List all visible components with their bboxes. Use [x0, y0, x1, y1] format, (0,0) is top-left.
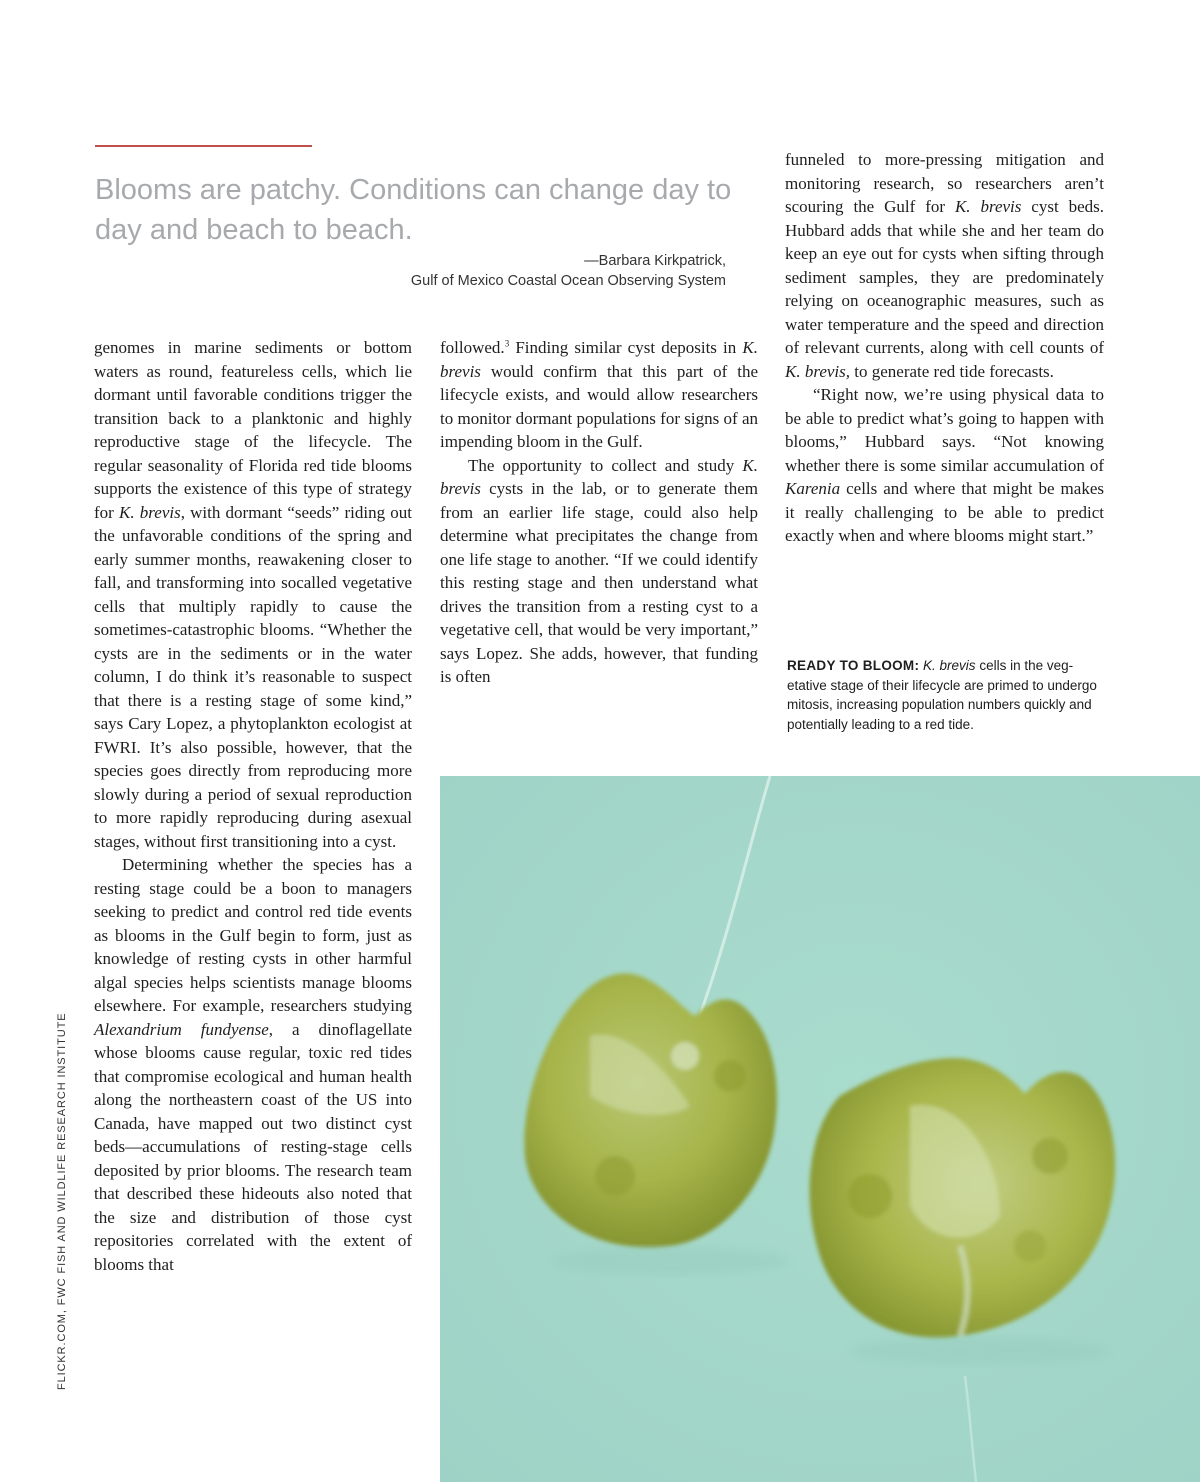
- paragraph: [94, 853, 412, 1276]
- paragraph: [440, 454, 758, 689]
- text-run: followed.: [440, 338, 505, 357]
- text-run: to generate red tide forecasts.: [850, 361, 1054, 381]
- pull-quote: Blooms are patchy. Conditions can change day to day and beach to beach.: [95, 174, 732, 246]
- paragraph: [440, 336, 758, 454]
- article-column-1: [94, 336, 412, 1276]
- paragraph: [785, 148, 1104, 383]
- text-run: , with dormant “seeds” riding out the unfavorable conditions of the spring and early summer months, reawakening closer to fall, and transforming into socalled vegetative cells that multiply rapidly to cause the sometimes-catastrophic blooms. “Whether the cysts are in the sediments or in the water column, I do think it’s reasonable to suspect that there is a resting stage of some kind,” says Cary Lopez, a phytoplankton ecologist at FWRI. It’s also possible, however, that the species goes directly from reproducing more slowly during a period of sexual reproduction to more rapidly reproducing during asexual stages, without first transitioning into a cyst.: [94, 502, 412, 851]
- caption-heading: READY TO BLOOM:: [787, 658, 920, 673]
- karenia-brevis-micrograph: [440, 776, 1200, 1482]
- pull-quote-attribution: [330, 251, 726, 291]
- italic-text: Karenia: [785, 479, 841, 498]
- attribution-org: Gulf of Mexico Coastal Ocean Observing System: [410, 273, 726, 289]
- italic-text: K. brevis: [440, 338, 758, 381]
- text-run: cyst beds. Hubbard adds that while she and her team do keep an eye out for cysts when sifting through sediment samples, they are predominately relying on oceanographic measures, such as water temperature and the speed and direction of relevant currents, along with cell counts of: [785, 197, 1104, 357]
- text-run: The opportunity to collect and study: [468, 455, 743, 475]
- italic-text: K. brevis: [440, 455, 758, 498]
- footnote-ref: 3: [504, 338, 510, 349]
- caption-species: K. brevis: [923, 658, 976, 673]
- text-run: genomes in marine sediments or bottom waters as round, featureless cells, which lie dormant until favorable conditions trigger the transition back to a planktonic and highly reproductive stage of the lifecycle. The regular seasonality of Florida red tide blooms supports the existence of this type of strategy for: [94, 338, 412, 522]
- text-run: would confirm that this part of the lifecycle exists, and would allow researchers to monitor dormant populations for signs of an impending bloom in the Gulf.: [440, 361, 758, 451]
- text-run: cysts in the lab, or to generate them from an earlier life stage, could also help determine what precipitates the change from one life stage to another. “If we could identify this resting stage and then understand what drives the transition from a resting cyst to a vegetative cell, that would be very important,” says Lopez. She adds, however, that funding is often: [440, 479, 758, 686]
- article-column-3: [785, 148, 1104, 548]
- paragraph: [94, 336, 412, 853]
- text-run: funneled to more-pressing mitigation and monitoring research, so researchers aren’t scouring the Gulf for: [785, 150, 1104, 216]
- caption-body: cells in the vegetative stage of their lifecycle are primed to undergo mitosis, increasing population numbers quickly and potentially leading to a red tide.: [787, 658, 1097, 732]
- italic-text: K. brevis: [954, 197, 1022, 216]
- italic-text: K. brevis,: [785, 361, 851, 381]
- attribution-name: —Barbara Kirkpatrick,: [584, 253, 726, 269]
- text-run: “Right now, we’re using physical data to be able to predict what’s going to happen with blooms,” Hubbard says. “Not knowing whether there is some similar accumulation of: [785, 385, 1104, 475]
- italic-text: Alexandrium fundyense: [94, 1019, 269, 1039]
- photo-caption: [787, 656, 1107, 734]
- italic-text: K. brevis: [119, 502, 181, 522]
- photo-credit: FLICKR.COM, FWC FISH AND WILDLIFE RESEARCH INSTITUTE: [56, 1012, 68, 1390]
- text-run: cells and where that might be makes it really challenging to be able to predict exactly when and where blooms might start.”: [785, 479, 1104, 545]
- article-column-2: [440, 336, 758, 689]
- text-run: Determining whether the species has a resting stage could be a boon to managers seeking to predict and control red tide events as blooms in the Gulf begin to form, just as knowledge of resting cysts in other harmful algal species helps scientists manage blooms elsewhere. For example, researchers studying: [94, 855, 412, 1015]
- text-run: , a dinoflagellate whose blooms cause regular, toxic red tides that compromise ecological and human health along the northeastern coast of the US into Canada, have mapped out two distinct cyst beds—accumulations of resting-stage cells deposited by prior blooms. The research team that described these hideouts also noted that the size and distribution of those cyst repositories correlated with the extent of blooms that: [94, 1019, 412, 1274]
- pull-quote-rule: [95, 145, 312, 147]
- paragraph: [785, 383, 1104, 548]
- text-run: Finding similar cyst deposits in: [509, 338, 743, 357]
